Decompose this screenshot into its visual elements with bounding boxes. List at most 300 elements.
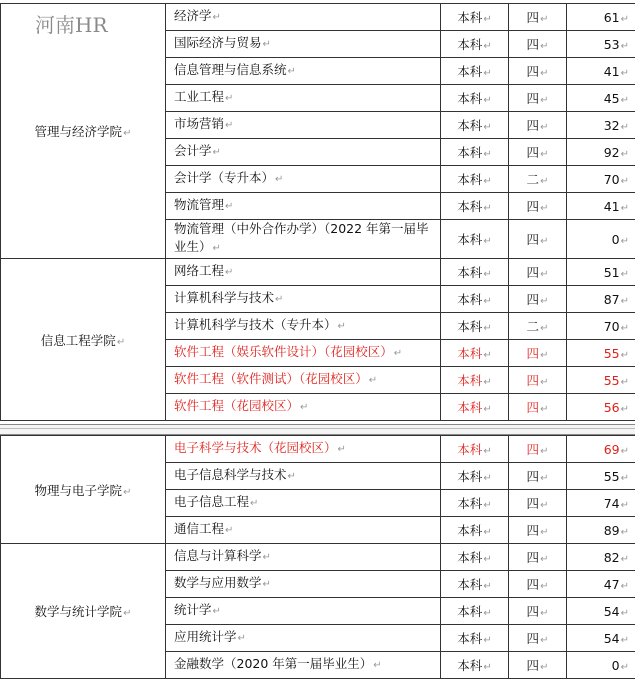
major-name-cell <box>166 313 441 340</box>
paragraph-mark: ↵ <box>262 552 271 563</box>
degree-level: 本科 <box>457 232 483 247</box>
degree-level-cell <box>441 463 509 490</box>
student-count-cell <box>567 517 635 544</box>
degree-level-cell <box>441 517 509 544</box>
paragraph-mark: ↵ <box>483 296 492 307</box>
major-name: 国际经济与贸易 <box>174 35 262 50</box>
degree-level: 本科 <box>457 145 483 160</box>
student-count-cell <box>567 193 635 220</box>
paragraph-mark: ↵ <box>620 148 629 160</box>
paragraph-mark: ↵ <box>540 203 549 214</box>
degree-level: 本科 <box>457 37 483 52</box>
paragraph-mark: ↵ <box>620 349 629 361</box>
degree-level: 本科 <box>457 523 483 538</box>
paragraph-mark: ↵ <box>620 580 629 592</box>
degree-level-cell <box>441 286 509 313</box>
major-name-cell <box>166 31 441 58</box>
paragraph-mark: ↵ <box>540 95 549 106</box>
major-name-cell <box>166 259 441 286</box>
watermark-text: 河南HR <box>35 13 108 37</box>
paragraph-mark: ↵ <box>620 94 629 106</box>
degree-level: 本科 <box>457 199 483 214</box>
degree-level: 本科 <box>457 10 483 25</box>
major-name: 信息与计算科学 <box>174 548 262 563</box>
paragraph-mark: ↵ <box>483 500 492 511</box>
paragraph-mark: ↵ <box>212 243 221 254</box>
paragraph-mark: ↵ <box>540 149 549 160</box>
degree-level-cell <box>441 139 509 166</box>
study-years: 四 <box>526 232 540 247</box>
major-name: 通信工程 <box>174 521 225 536</box>
major-name-cell <box>166 571 441 598</box>
study-years-cell <box>509 598 567 625</box>
student-count: 32 <box>603 117 620 133</box>
student-count: 92 <box>603 144 620 160</box>
paragraph-mark: ↵ <box>116 336 126 348</box>
paragraph-mark: ↵ <box>225 267 234 278</box>
paragraph-mark: ↵ <box>483 323 492 334</box>
student-count: 55 <box>603 468 620 484</box>
degree-level: 本科 <box>457 292 483 307</box>
study-years-cell <box>509 112 567 139</box>
paragraph-mark: ↵ <box>212 12 221 23</box>
paragraph-mark: ↵ <box>262 579 271 590</box>
college-name: 数学与统计学院 <box>34 604 123 619</box>
major-name-cell <box>166 112 441 139</box>
paragraph-mark: ↵ <box>483 149 492 160</box>
paragraph-mark: ↵ <box>262 39 271 50</box>
paragraph-mark: ↵ <box>540 500 549 511</box>
paragraph-mark: ↵ <box>337 321 346 332</box>
paragraph-mark: ↵ <box>620 13 629 25</box>
paragraph-mark: ↵ <box>483 554 492 565</box>
degree-level: 本科 <box>457 64 483 79</box>
paragraph-mark: ↵ <box>483 269 492 280</box>
table-row <box>1 259 635 286</box>
college-name: 管理与经济学院 <box>34 124 123 139</box>
student-count-cell <box>567 4 635 31</box>
paragraph-mark: ↵ <box>250 498 259 509</box>
study-years-cell <box>509 193 567 220</box>
study-years: 四 <box>526 604 540 619</box>
major-name-cell <box>166 436 441 463</box>
study-years: 四 <box>526 469 540 484</box>
college-cell <box>1 436 166 544</box>
paragraph-mark: ↵ <box>225 201 234 212</box>
degree-level-cell <box>441 259 509 286</box>
student-count: 82 <box>603 549 620 565</box>
study-years: 四 <box>526 91 540 106</box>
degree-level-cell <box>441 166 509 193</box>
study-years-cell <box>509 340 567 367</box>
major-name-cell <box>166 4 441 31</box>
major-name: 物流管理（中外合作办学）（2022 年第一届毕业生） <box>174 221 429 254</box>
paragraph-mark: ↵ <box>540 377 549 388</box>
student-count: 45 <box>603 90 620 106</box>
degree-level-cell <box>441 85 509 112</box>
study-years-cell <box>509 4 567 31</box>
study-years: 四 <box>526 346 540 361</box>
paragraph-mark: ↵ <box>540 296 549 307</box>
page-break <box>0 424 635 435</box>
major-name-cell <box>166 367 441 394</box>
paragraph-mark: ↵ <box>620 40 629 52</box>
paragraph-mark: ↵ <box>483 635 492 646</box>
paragraph-mark: ↵ <box>483 527 492 538</box>
degree-level: 本科 <box>457 91 483 106</box>
study-years-cell <box>509 652 567 679</box>
student-count: 41 <box>603 198 620 214</box>
major-name: 市场营销 <box>174 116 225 131</box>
paragraph-mark: ↵ <box>225 525 234 536</box>
major-name: 应用统计学 <box>174 629 237 644</box>
paragraph-mark: ↵ <box>620 268 629 280</box>
study-years: 四 <box>526 10 540 25</box>
degree-level: 本科 <box>457 496 483 511</box>
major-name-cell <box>166 139 441 166</box>
student-count-cell <box>567 463 635 490</box>
degree-level-cell <box>441 193 509 220</box>
major-name: 软件工程（花园校区） <box>174 398 300 413</box>
paragraph-mark: ↵ <box>483 608 492 619</box>
study-years-cell <box>509 436 567 463</box>
paragraph-mark: ↵ <box>483 473 492 484</box>
paragraph-mark: ↵ <box>540 581 549 592</box>
major-name: 统计学 <box>174 602 212 617</box>
student-count: 70 <box>603 318 620 334</box>
student-count-cell <box>567 31 635 58</box>
paragraph-mark: ↵ <box>287 66 296 77</box>
paragraph-mark: ↵ <box>540 122 549 133</box>
study-years-cell <box>509 394 567 421</box>
paragraph-mark: ↵ <box>540 554 549 565</box>
major-name-cell <box>166 220 441 259</box>
study-years: 四 <box>526 37 540 52</box>
study-years-cell <box>509 58 567 85</box>
study-years-cell <box>509 625 567 652</box>
major-name-cell <box>166 286 441 313</box>
student-count-cell <box>567 544 635 571</box>
student-count: 69 <box>603 441 620 457</box>
student-count-cell <box>567 598 635 625</box>
student-count: 54 <box>603 603 620 619</box>
paragraph-mark: ↵ <box>540 608 549 619</box>
degree-level: 本科 <box>457 577 483 592</box>
student-count-cell <box>567 286 635 313</box>
paragraph-mark: ↵ <box>483 95 492 106</box>
paragraph-mark: ↵ <box>393 348 403 359</box>
student-count: 55 <box>603 372 620 388</box>
degree-level: 本科 <box>457 373 483 388</box>
student-count: 74 <box>603 495 620 511</box>
student-count: 87 <box>603 291 620 307</box>
paragraph-mark: ↵ <box>540 350 549 361</box>
paragraph-mark: ↵ <box>483 662 492 673</box>
major-name: 电子信息工程 <box>174 494 250 509</box>
student-count-cell <box>567 139 635 166</box>
major-name: 物流管理 <box>174 197 225 212</box>
paragraph-mark: ↵ <box>337 444 346 455</box>
paragraph-mark: ↵ <box>540 41 549 52</box>
study-years-cell <box>509 220 567 259</box>
degree-level-cell <box>441 490 509 517</box>
student-count: 56 <box>603 399 620 415</box>
student-count-cell <box>567 85 635 112</box>
paragraph-mark: ↵ <box>123 608 132 619</box>
degree-level-cell <box>441 625 509 652</box>
paragraph-mark: ↵ <box>540 635 549 646</box>
degree-level-cell <box>441 4 509 31</box>
paragraph-mark: ↵ <box>483 236 492 247</box>
paragraph-mark: ↵ <box>540 269 549 280</box>
degree-level: 本科 <box>457 400 483 415</box>
study-years: 四 <box>526 292 540 307</box>
student-count: 41 <box>603 63 620 79</box>
college-name: 信息工程学院 <box>40 332 116 348</box>
degree-level-cell <box>441 367 509 394</box>
degree-level: 本科 <box>457 172 483 187</box>
student-count: 47 <box>603 576 620 592</box>
study-years-cell <box>509 259 567 286</box>
major-name: 计算机科学与技术（专升本） <box>174 317 337 332</box>
paragraph-mark: ↵ <box>620 607 629 619</box>
paragraph-mark: ↵ <box>287 471 296 482</box>
major-name-cell <box>166 166 441 193</box>
major-name-cell <box>166 340 441 367</box>
student-count: 70 <box>603 171 620 187</box>
study-years-cell <box>509 139 567 166</box>
study-years: 四 <box>526 523 540 538</box>
student-count-cell <box>567 58 635 85</box>
degree-level-cell <box>441 544 509 571</box>
study-years-cell <box>509 490 567 517</box>
paragraph-mark: ↵ <box>620 445 629 457</box>
student-count-cell <box>567 166 635 193</box>
paragraph-mark: ↵ <box>540 404 549 415</box>
study-years-cell <box>509 286 567 313</box>
student-count: 0 <box>611 231 620 247</box>
table-row <box>1 436 635 463</box>
college-cell <box>1 4 166 259</box>
major-name: 软件工程（软件测试）（花园校区） <box>174 371 368 386</box>
paragraph-mark: ↵ <box>483 350 492 361</box>
paragraph-mark: ↵ <box>620 295 629 307</box>
paragraph-mark: ↵ <box>620 67 629 79</box>
degree-level-cell <box>441 313 509 340</box>
degree-level-cell <box>441 58 509 85</box>
major-name-cell <box>166 598 441 625</box>
paragraph-mark: ↵ <box>237 633 246 644</box>
degree-level: 本科 <box>457 319 483 334</box>
major-name-cell <box>166 544 441 571</box>
college-cell <box>1 259 166 421</box>
student-count-cell <box>567 367 635 394</box>
paragraph-mark: ↵ <box>620 403 629 415</box>
major-name: 金融数学（2020 年第一届毕业生） <box>174 656 373 671</box>
degree-level-cell <box>441 394 509 421</box>
paragraph-mark: ↵ <box>540 176 549 187</box>
paragraph-mark: ↵ <box>620 235 629 247</box>
degree-level: 本科 <box>457 442 483 457</box>
major-name-cell <box>166 490 441 517</box>
student-count-cell <box>567 571 635 598</box>
paragraph-mark: ↵ <box>620 634 629 646</box>
paragraph-mark: ↵ <box>483 122 492 133</box>
study-years-cell <box>509 571 567 598</box>
paragraph-mark: ↵ <box>620 322 629 334</box>
major-name: 工业工程 <box>174 89 225 104</box>
paragraph-mark: ↵ <box>483 581 492 592</box>
study-years: 四 <box>526 265 540 280</box>
paragraph-mark: ↵ <box>540 236 549 247</box>
student-count-cell <box>567 259 635 286</box>
degree-level-cell <box>441 436 509 463</box>
study-years: 四 <box>526 550 540 565</box>
paragraph-mark: ↵ <box>123 128 132 139</box>
student-count-cell <box>567 394 635 421</box>
major-name: 网络工程 <box>174 263 225 278</box>
degree-level-cell <box>441 340 509 367</box>
student-count: 89 <box>603 522 620 538</box>
study-years: 二 <box>526 319 540 334</box>
degree-level-cell <box>441 220 509 259</box>
paragraph-mark: ↵ <box>275 174 284 185</box>
major-name: 电子科学与技术（花园校区） <box>174 440 337 455</box>
major-name-cell <box>166 394 441 421</box>
paragraph-mark: ↵ <box>368 375 378 386</box>
major-name-cell <box>166 193 441 220</box>
paragraph-mark: ↵ <box>483 203 492 214</box>
paragraph-mark: ↵ <box>540 473 549 484</box>
paragraph-mark: ↵ <box>540 14 549 25</box>
majors-table-bottom <box>0 435 635 679</box>
degree-level-cell <box>441 31 509 58</box>
study-years: 四 <box>526 442 540 457</box>
paragraph-mark: ↵ <box>212 147 221 158</box>
paragraph-mark: ↵ <box>212 606 221 617</box>
degree-level: 本科 <box>457 550 483 565</box>
paragraph-mark: ↵ <box>483 41 492 52</box>
student-count-cell <box>567 490 635 517</box>
student-count: 51 <box>603 264 620 280</box>
paragraph-mark: ↵ <box>620 202 629 214</box>
study-years-cell <box>509 544 567 571</box>
study-years: 四 <box>526 373 540 388</box>
major-name: 会计学 <box>174 143 212 158</box>
major-name-cell <box>166 85 441 112</box>
student-count-cell <box>567 436 635 463</box>
paragraph-mark: ↵ <box>483 377 492 388</box>
paragraph-mark: ↵ <box>225 120 234 131</box>
study-years: 四 <box>526 64 540 79</box>
paragraph-mark: ↵ <box>620 499 629 511</box>
study-years-cell <box>509 367 567 394</box>
degree-level-cell <box>441 598 509 625</box>
study-years-cell <box>509 31 567 58</box>
paragraph-mark: ↵ <box>620 661 629 673</box>
major-name: 信息管理与信息系统 <box>174 62 287 77</box>
paragraph-mark: ↵ <box>483 176 492 187</box>
degree-level-cell <box>441 112 509 139</box>
study-years: 二 <box>526 172 540 187</box>
major-name: 经济学 <box>174 8 212 23</box>
study-years-cell <box>509 85 567 112</box>
study-years-cell <box>509 166 567 193</box>
paragraph-mark: ↵ <box>620 121 629 133</box>
student-count: 0 <box>611 657 620 673</box>
degree-level-cell <box>441 571 509 598</box>
degree-level-cell <box>441 652 509 679</box>
study-years: 四 <box>526 631 540 646</box>
degree-level: 本科 <box>457 265 483 280</box>
major-name: 计算机科学与技术 <box>174 290 275 305</box>
student-count-cell <box>567 652 635 679</box>
paragraph-mark: ↵ <box>483 68 492 79</box>
major-name: 电子信息科学与技术 <box>174 467 287 482</box>
paragraph-mark: ↵ <box>123 486 132 498</box>
major-name-cell <box>166 463 441 490</box>
study-years: 四 <box>526 145 540 160</box>
degree-level: 本科 <box>457 469 483 484</box>
paragraph-mark: ↵ <box>620 526 629 538</box>
student-count: 54 <box>603 630 620 646</box>
college-name: 物理与电子学院 <box>34 482 123 498</box>
paragraph-mark: ↵ <box>300 402 309 413</box>
student-count-cell <box>567 313 635 340</box>
degree-level: 本科 <box>457 604 483 619</box>
study-years-cell <box>509 517 567 544</box>
table-row <box>1 544 635 571</box>
study-years-cell <box>509 463 567 490</box>
major-name: 会计学（专升本） <box>174 170 275 185</box>
paragraph-mark: ↵ <box>620 175 629 187</box>
study-years: 四 <box>526 496 540 511</box>
major-name-cell <box>166 58 441 85</box>
study-years: 四 <box>526 199 540 214</box>
degree-level: 本科 <box>457 631 483 646</box>
major-name: 数学与应用数学 <box>174 575 262 590</box>
paragraph-mark: ↵ <box>620 553 629 565</box>
major-name-cell <box>166 625 441 652</box>
student-count: 61 <box>603 9 620 25</box>
paragraph-mark: ↵ <box>483 14 492 25</box>
paragraph-mark: ↵ <box>620 376 629 388</box>
student-count: 55 <box>603 345 620 361</box>
student-count-cell <box>567 112 635 139</box>
paragraph-mark: ↵ <box>483 404 492 415</box>
paragraph-mark: ↵ <box>373 660 382 671</box>
major-name-cell <box>166 652 441 679</box>
paragraph-mark: ↵ <box>620 472 629 484</box>
college-cell <box>1 544 166 679</box>
study-years-cell <box>509 313 567 340</box>
paragraph-mark: ↵ <box>540 68 549 79</box>
paragraph-mark: ↵ <box>275 294 284 305</box>
study-years: 四 <box>526 118 540 133</box>
student-count: 53 <box>603 36 620 52</box>
student-count-cell <box>567 340 635 367</box>
student-count-cell <box>567 220 635 259</box>
majors-table-top <box>0 3 635 421</box>
paragraph-mark: ↵ <box>540 323 549 334</box>
degree-level: 本科 <box>457 346 483 361</box>
paragraph-mark: ↵ <box>483 446 492 457</box>
paragraph-mark: ↵ <box>540 662 549 673</box>
major-name: 软件工程（娱乐软件设计）（花园校区） <box>174 344 393 359</box>
paragraph-mark: ↵ <box>225 93 234 104</box>
study-years: 四 <box>526 658 540 673</box>
study-years: 四 <box>526 400 540 415</box>
